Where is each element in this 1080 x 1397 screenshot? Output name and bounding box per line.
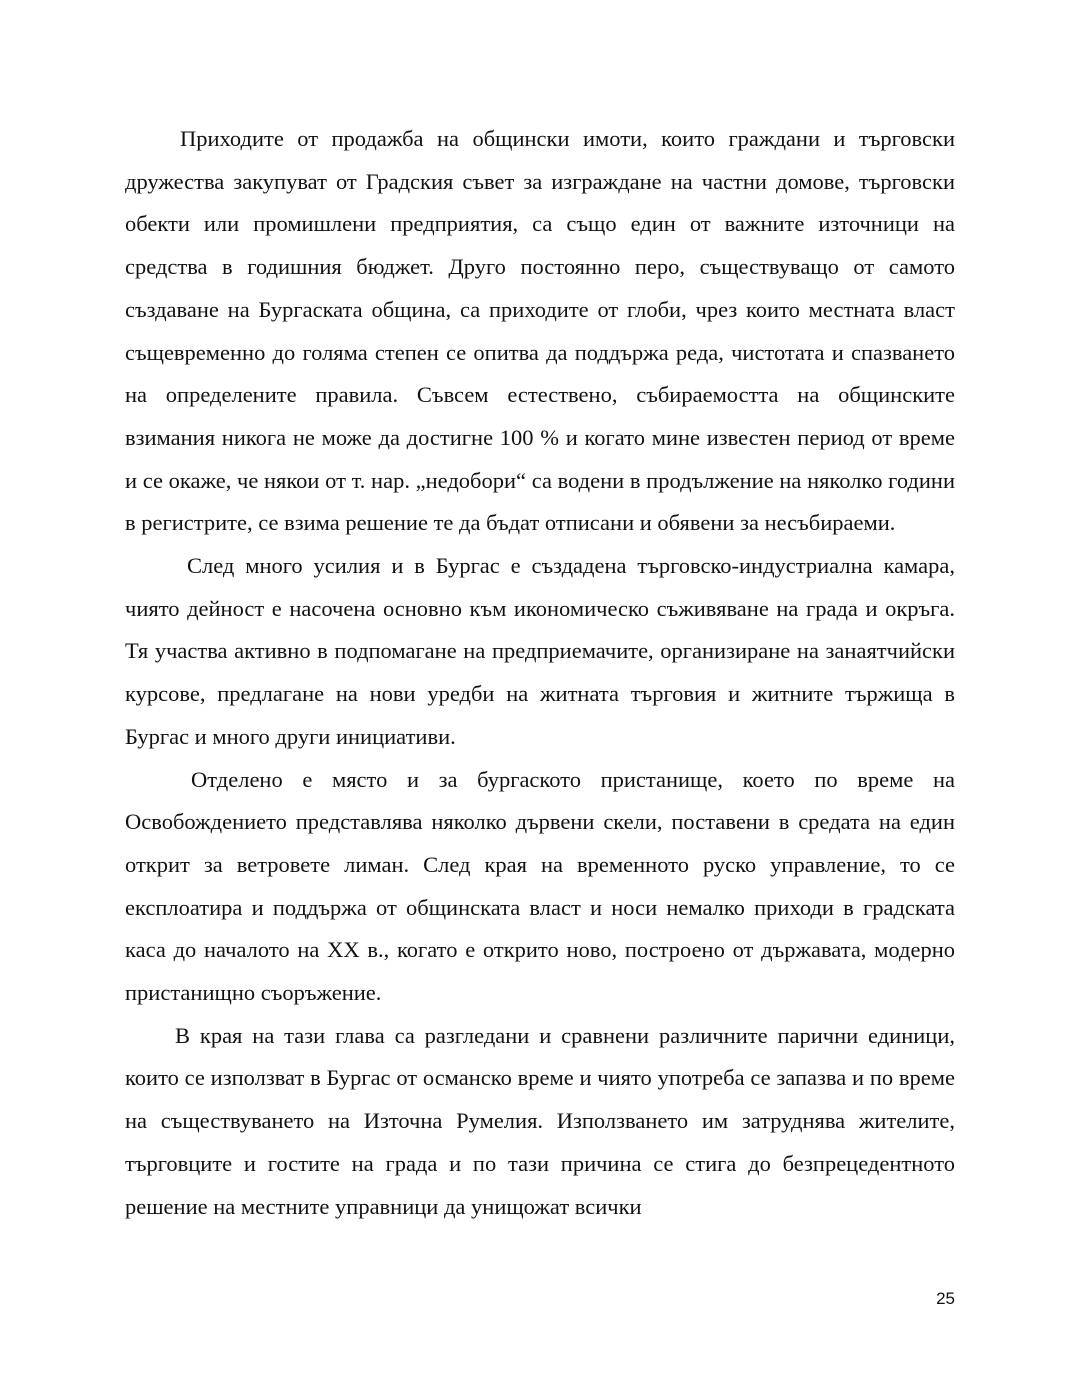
body-text xyxy=(125,118,955,1228)
paragraph-chamber-of-commerce: След много усилия и в Бургас е създадена търговско-индустриална камара, чиято дейност е насочена основно към икономическо съживяване на града и окръга. Тя участва активно в подпомагане на предприемачите, организиране на занаятчийски курсове, предлагане на нови уредби на житната търговия и житните тържища в Бургас и много други инициативи. xyxy=(125,553,955,749)
paragraph-municipal-revenues: Приходите от продажба на общински имоти, които граждани и търговски дружества закупуват от Градския съвет за изграждане на частни домове, търговски обекти или промишлени предприятия, са също един от важните източници на средства в годишния бюджет. Друго постоянно перо, съществуващо от самото създаване на Бургаската община, са приходите от глоби, чрез които местната власт същевременно до голяма степен се опитва да поддържа реда, чистотата и спазването на определените правила. Съвсем естествено, събираемостта на общинските взимания никога не може да достигне 100 % и когато мине известен период от време и се окаже, че някои от т. нар. „недобори“ са водени в продължение на няколко години в регистрите, се взима решение те да бъдат отписани и обявени за несъбираеми. xyxy=(125,126,955,536)
paragraph-burgas-port: Отделено е място и за бургаското пристанище, което по време на Освобождението представлява няколко дървени скели, поставени в средата на един открит за ветровете лиман. След края на временното руско управление, то се експлоатира и поддържа от общинската власт и носи немалко приходи в градската каса до началото на XX в., когато е открито ново, построено от държавата, модерно пристанищно съоръжение. xyxy=(125,766,955,1006)
paragraph-currency-units: В края на тази глава са разгледани и сравнени различните парични единици, които се използват в Бургас от османско време и чиято употреба се запазва и по време на съществуването на Източна Румелия. Използването им затруднява жителите, търговците и гостите на града и по тази причина се стига до безпрецедентното решение на местните управници да унищожат всички xyxy=(125,1022,955,1219)
page-number: 25 xyxy=(936,1289,955,1308)
